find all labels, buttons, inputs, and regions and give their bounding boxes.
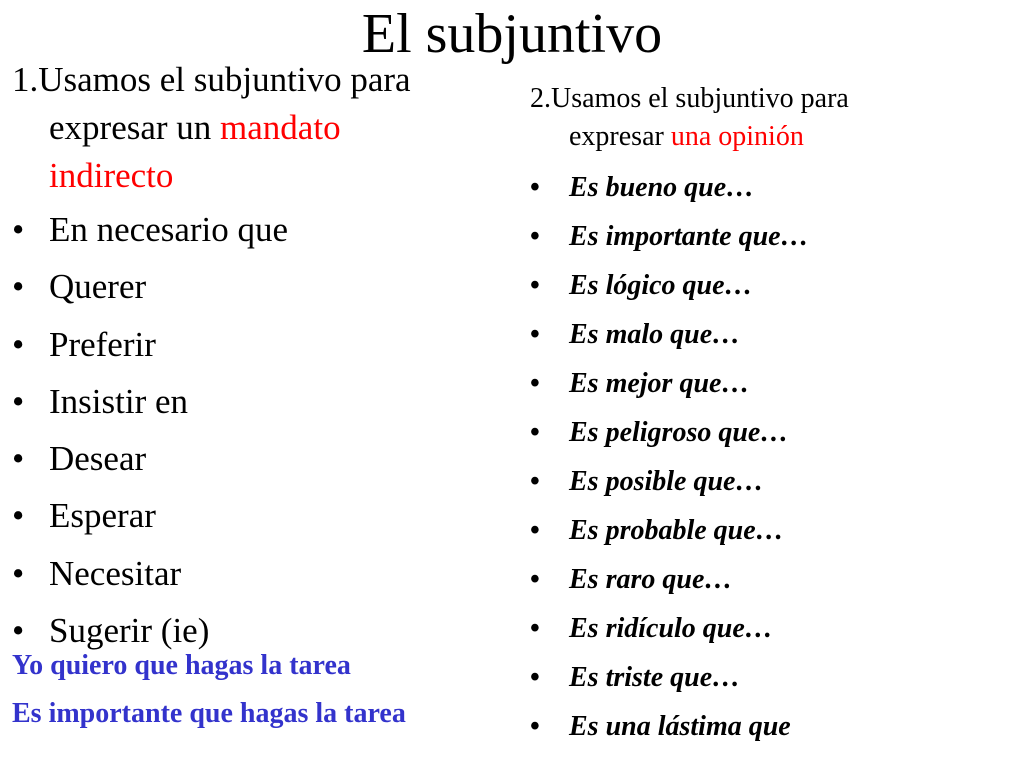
- list-item: [12, 201, 492, 258]
- list-item-label: Es malo que…: [569, 319, 741, 350]
- left-heading-line1: 1.Usamos el subjuntivo para: [12, 60, 411, 99]
- list-item: [530, 212, 1010, 261]
- list-item-label: Es ridículo que…: [569, 613, 773, 644]
- page-title: El subjuntivo: [361, 3, 663, 65]
- left-heading-line2: [12, 104, 492, 152]
- list-item: [12, 258, 492, 315]
- bullet-icon: •: [12, 210, 25, 249]
- list-item-label: Es importante que…: [569, 221, 809, 252]
- list-item-label: Es bueno que…: [569, 172, 755, 203]
- bullet-icon: •: [530, 221, 540, 252]
- bullet-icon: •: [530, 368, 540, 399]
- list-item-label: Desear: [49, 439, 147, 479]
- bullet-icon: •: [530, 319, 540, 350]
- list-item-label: En necesario que: [49, 210, 289, 249]
- list-item: [530, 457, 1010, 506]
- list-item-label: Es posible que…: [569, 466, 764, 497]
- right-heading-line1: 2.Usamos el subjuntivo para: [530, 83, 849, 114]
- bullet-icon: •: [12, 324, 25, 364]
- bullet-icon: •: [530, 662, 540, 693]
- bullet-icon: •: [12, 611, 25, 651]
- bullet-icon: •: [530, 515, 540, 546]
- right-heading-accent: una opinión: [670, 121, 804, 152]
- list-item: [530, 408, 1010, 457]
- list-item-label: Preferir: [49, 324, 156, 364]
- list-item: [530, 310, 1010, 359]
- left-verb-list: [12, 201, 492, 659]
- list-item: [530, 653, 1010, 702]
- list-item: [12, 545, 492, 602]
- list-item: [530, 604, 1010, 653]
- right-heading: [530, 80, 1010, 156]
- bullet-icon: •: [530, 564, 540, 595]
- list-item-label: Es lógico que…: [569, 270, 753, 301]
- bullet-icon: •: [530, 466, 540, 497]
- list-item-label: Es triste que…: [569, 662, 741, 693]
- example-sentence-1: Yo quiero que hagas la tarea: [12, 650, 351, 681]
- right-heading-plain: expresar: [569, 121, 671, 152]
- list-item: [530, 261, 1010, 310]
- bullet-icon: •: [530, 613, 540, 644]
- list-item-label: Esperar: [49, 496, 156, 536]
- list-item-label: Es probable que…: [569, 515, 784, 546]
- list-item: [530, 702, 1010, 751]
- list-item: [530, 555, 1010, 604]
- list-item: [12, 487, 492, 544]
- bullet-icon: •: [12, 381, 25, 421]
- left-heading-line3: indirecto: [49, 156, 174, 195]
- list-item-label: Querer: [49, 267, 147, 307]
- bullet-icon: •: [12, 496, 25, 536]
- bullet-icon: •: [530, 172, 540, 203]
- left-heading: [12, 56, 492, 200]
- list-item-label: Necesitar: [49, 553, 182, 593]
- list-item: [530, 163, 1010, 212]
- list-item-label: Es raro que…: [569, 564, 733, 595]
- right-heading-line2: [530, 118, 1010, 156]
- list-item: [530, 506, 1010, 555]
- list-item-label: Es una lástima que: [569, 711, 791, 742]
- bullet-icon: •: [530, 270, 540, 301]
- list-item-label: Es peligroso que…: [569, 417, 789, 448]
- bullet-icon: •: [530, 417, 540, 448]
- right-expression-list: [530, 163, 1010, 751]
- left-heading-accent: mandato: [220, 108, 341, 147]
- list-item-label: Sugerir (ie): [49, 611, 210, 651]
- bullet-icon: •: [12, 439, 25, 479]
- list-item-label: Insistir en: [49, 381, 189, 421]
- example-sentence-2: Es importante que hagas la tarea: [12, 698, 406, 729]
- list-item: [12, 316, 492, 373]
- list-item-label: Es mejor que…: [569, 368, 750, 399]
- bullet-icon: •: [530, 711, 540, 742]
- list-item: [530, 359, 1010, 408]
- bullet-icon: •: [12, 553, 25, 593]
- list-item: [12, 430, 492, 487]
- list-item: [12, 373, 492, 430]
- left-heading-plain: expresar un: [49, 108, 221, 147]
- bullet-icon: •: [12, 267, 25, 307]
